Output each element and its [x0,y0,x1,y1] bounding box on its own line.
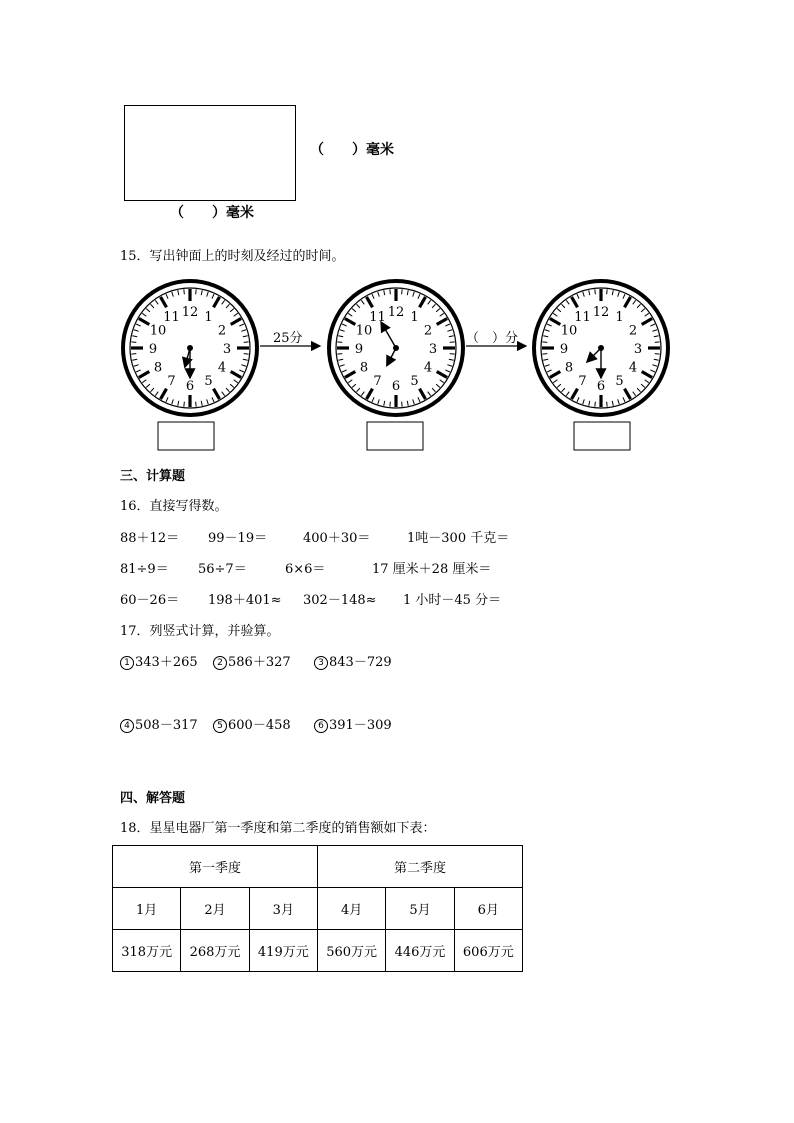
q16-r2-c2: 56÷7＝ [198,562,247,577]
clock-number: 7 [578,374,587,390]
minute-tick [402,402,403,407]
question-15-prompt: 15．写出钟面上的时刻及经过的时间。 [120,249,345,264]
minute-tick [131,342,136,343]
clock-number: 9 [354,342,364,357]
clock-number: 5 [410,374,419,390]
measure-rectangle [124,105,296,201]
q16-r3-c2: 198＋401≈ [208,593,282,608]
minute-tick [655,354,660,355]
quarter-1-header: 第一季度 [113,846,318,888]
time-answer-box-3 [574,422,630,450]
q16-r1-c4: 1吨－300 千克＝ [407,531,510,546]
month-cell: 6月 [454,888,522,930]
sales-cell: 268万元 [181,930,249,972]
minute-tick [450,354,455,355]
month-cell: 4月 [317,888,385,930]
clock-number: 4 [217,360,227,376]
sales-cell: 318万元 [113,930,181,972]
q17-item-4-expr: 508－317 [135,718,198,733]
clock-number: 8 [153,360,163,376]
q16-r1-c3: 400＋30＝ [303,531,371,546]
clock-number: 3 [428,342,438,357]
sales-cell: 606万元 [454,930,522,972]
minute-tick [450,342,455,343]
clock-number: 11 [163,309,180,325]
table-row [113,846,523,888]
q17-item-1 [120,654,198,672]
clock-1 [123,281,257,415]
q16-r3-c4: 1 小时－45 分＝ [403,593,502,608]
section-4-title: 四、解答题 [120,791,186,806]
time-answer-box-2 [367,422,423,450]
clock-number: 7 [167,374,176,390]
minute-tick [196,289,197,294]
table-row [113,888,523,930]
q16-r1-c1: 88＋12＝ [120,531,180,546]
minute-tick [595,289,596,294]
clock-number: 8 [359,360,369,376]
clock-number: 3 [633,342,643,357]
q17-item-3 [314,654,392,672]
clock-number: 6 [185,379,195,394]
q16-r3-c3: 302－148≈ [303,593,377,608]
rectangle-width-blank: （ ）毫米 [310,142,394,158]
circled-number-4: 4 [120,719,134,733]
clock-number: 9 [559,342,569,357]
month-cell: 5月 [386,888,454,930]
month-cell: 3月 [249,888,317,930]
minute-tick [337,354,342,355]
q16-r2-c1: 81÷9＝ [120,562,169,577]
minute-tick [607,402,608,407]
clock-number: 7 [373,374,382,390]
minute-tick [184,402,185,407]
clock-number: 2 [628,323,638,339]
q17-item-5 [213,717,291,735]
clock-center [393,345,399,351]
arrow-1-label: 25分 [273,331,303,346]
clock-number: 2 [217,323,227,339]
clock-number: 12 [181,305,199,320]
q17-item-2-expr: 586＋327 [228,655,291,670]
clock-number: 12 [592,305,610,320]
clock-number: 6 [391,379,401,394]
month-cell: 1月 [113,888,181,930]
sales-cell: 419万元 [249,930,317,972]
clock-center [187,345,193,351]
clock-number: 2 [423,323,433,339]
q16-r3-c1: 60－26＝ [120,593,180,608]
clock-center [598,345,604,351]
clock-number: 4 [423,360,433,376]
clock-2 [329,281,463,415]
circled-number-1: 1 [120,656,134,670]
circled-number-6: 6 [314,719,328,733]
clock-number: 3 [222,342,232,357]
question-16-prompt: 16．直接写得数。 [120,499,228,514]
question-17-prompt: 17．列竖式计算，并验算。 [120,624,280,639]
q16-r2-c3: 6×6＝ [285,562,326,577]
clock-number: 4 [628,360,638,376]
clock-3 [534,281,668,415]
clock-number: 11 [369,309,386,325]
minute-tick [244,354,249,355]
clocks-figure [110,278,680,458]
minute-tick [337,342,342,343]
minute-tick [595,402,596,407]
clock-number: 12 [387,305,405,320]
sales-cell: 446万元 [386,930,454,972]
clock-number: 10 [355,323,373,339]
clock-number: 1 [615,309,624,325]
clock-number: 1 [204,309,213,325]
section-3-title: 三、计算题 [120,469,186,484]
minute-tick [390,402,391,407]
q16-r1-c2: 99－19＝ [208,531,268,546]
q16-r2-c4: 17 厘米＋28 厘米＝ [372,562,492,577]
q17-item-4 [120,717,198,735]
arrow-2-label: （ ）分 [466,331,519,346]
q17-item-2 [213,654,291,672]
clock-number: 6 [596,379,606,394]
question-18-prompt: 18．星星电器厂第一季度和第二季度的销售额如下表： [120,821,436,836]
minute-tick [542,354,547,355]
q17-item-5-expr: 600－458 [228,718,291,733]
clock-number: 5 [204,374,213,390]
circled-number-3: 3 [314,656,328,670]
minute-tick [196,402,197,407]
quarter-2-header: 第二季度 [317,846,522,888]
clock-number: 11 [574,309,591,325]
circled-number-2: 2 [213,656,227,670]
minute-tick [402,289,403,294]
clock-number: 5 [615,374,624,390]
q17-item-3-expr: 843－729 [329,655,392,670]
clock-number: 8 [564,360,574,376]
clock-number: 9 [148,342,158,357]
q17-item-6-expr: 391－309 [329,718,392,733]
minute-tick [607,289,608,294]
clock-number: 10 [149,323,167,339]
sales-table [112,845,523,972]
minute-tick [244,342,249,343]
q17-item-6 [314,717,392,735]
minute-tick [184,289,185,294]
minute-tick [131,354,136,355]
minute-tick [390,289,391,294]
circled-number-5: 5 [213,719,227,733]
month-cell: 2月 [181,888,249,930]
table-row [113,930,523,972]
rectangle-length-blank: （ ）毫米 [170,205,254,221]
sales-cell: 560万元 [317,930,385,972]
clock-number: 10 [560,323,578,339]
clock-number: 1 [410,309,419,325]
minute-tick [655,342,660,343]
minute-tick [542,342,547,343]
time-answer-box-1 [158,422,214,450]
q17-item-1-expr: 343＋265 [135,655,198,670]
